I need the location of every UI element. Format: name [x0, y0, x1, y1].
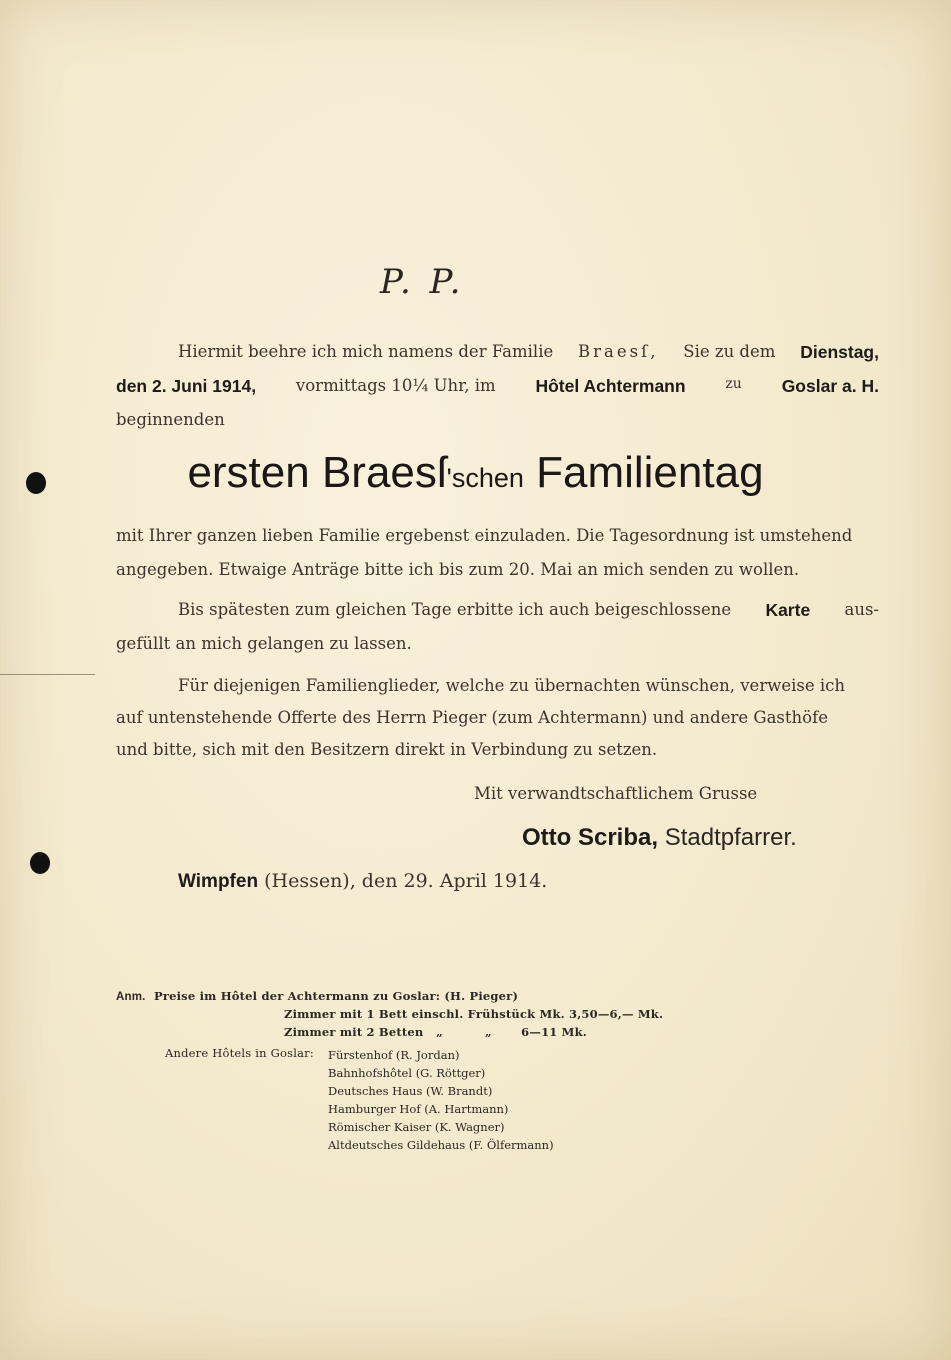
date-day: Dienstag,	[800, 342, 879, 362]
paragraph1-line1	[178, 342, 879, 363]
paragraph3-line2: gefüllt an mich gelangen zu lassen.	[116, 634, 412, 653]
p1-line1-start: Hiermit beehre ich mich namens der Familie	[178, 342, 554, 361]
hotel-item: Deutsches Haus (W. Brandt)	[328, 1084, 493, 1098]
event-title	[0, 448, 951, 498]
hotel-item: Hamburger Hof (A. Hartmann)	[328, 1102, 509, 1116]
zu-text: zu	[725, 376, 742, 392]
paragraph1-line3: beginnenden	[116, 410, 225, 429]
place-name: Wimpfen	[178, 871, 259, 892]
hotel-list	[328, 1046, 554, 1154]
paragraph4-line2: auf untenstehende Offerte des Herrn Pieger (zum Achtermann) und andere Gasthöfe	[116, 708, 828, 727]
paragraph4-line1: Für diejenigen Familienglieder, welche zu übernachten wünschen, verweise ich	[178, 676, 846, 695]
paragraph2-line1	[116, 526, 879, 545]
hotel-item: Römischer Kaiser (K. Wagner)	[328, 1120, 505, 1134]
salutation: P. P.	[380, 262, 465, 302]
note-line1	[116, 989, 518, 1003]
paragraph1-line2	[116, 376, 879, 397]
hotel-name: Hôtel Achtermann	[535, 376, 686, 396]
title-part1: ersten Braesſ	[187, 448, 447, 497]
paragraph4-line3: und bitte, sich mit den Besitzern direkt in Verbindung zu setzen.	[116, 740, 658, 759]
note-line3: Zimmer mit 2 Betten „ „ 6—11 Mk.	[284, 1025, 587, 1039]
place-date	[178, 870, 547, 893]
punch-hole-bottom	[30, 852, 50, 874]
other-hotels-label: Andere Hôtels in Goslar:	[165, 1046, 314, 1060]
note-line2: Zimmer mit 1 Bett einschl. Frühstück Mk. 3,50—6,— Mk.	[284, 1007, 664, 1021]
note-prices-heading: Preise im Hôtel der Achtermann zu Goslar: (H. Pieger)	[153, 989, 519, 1003]
signature	[522, 824, 797, 852]
signature-name: Otto Scriba,	[522, 824, 659, 851]
p3-line1-end: aus-	[844, 600, 879, 619]
p1-line1-mid: Sie zu dem	[683, 342, 776, 361]
paragraph3-line1	[178, 600, 879, 621]
family-name: Braesſ,	[578, 342, 659, 361]
hotel-item: Altdeutsches Gildehaus (F. Ölfermann)	[328, 1138, 554, 1152]
signature-role: Stadtpfarrer.	[664, 824, 797, 851]
hotel-item: Bahnhofshôtel (G. Röttger)	[328, 1066, 486, 1080]
fold-mark	[0, 674, 95, 675]
card-word: Karte	[765, 600, 811, 620]
p2-line1: mit Ihrer ganzen lieben Familie ergebenst einzuladen. Die Tagesordnung ist umstehend	[116, 526, 853, 545]
time-text: vormittags 10¼ Uhr, im	[295, 376, 496, 395]
p3-line1-start: Bis spätesten zum gleichen Tage erbitte ich auch beigeschlossene	[178, 600, 732, 619]
date-text: den 2. Juni 1914,	[116, 376, 257, 396]
title-part3: Familientag	[536, 448, 764, 497]
town-name: Goslar a. H.	[781, 376, 879, 396]
note-anm: Anm.	[116, 991, 146, 1003]
hotel-item: Fürstenhof (R. Jordan)	[328, 1048, 460, 1062]
place-date-rest: (Hessen), den 29. April 1914.	[264, 870, 548, 892]
title-part2: 'schen	[446, 463, 524, 493]
closing: Mit verwandtschaftlichem Grusse	[474, 784, 758, 803]
paragraph2-line2: angegeben. Etwaige Anträge bitte ich bis zum 20. Mai an mich senden zu wollen.	[116, 560, 800, 579]
